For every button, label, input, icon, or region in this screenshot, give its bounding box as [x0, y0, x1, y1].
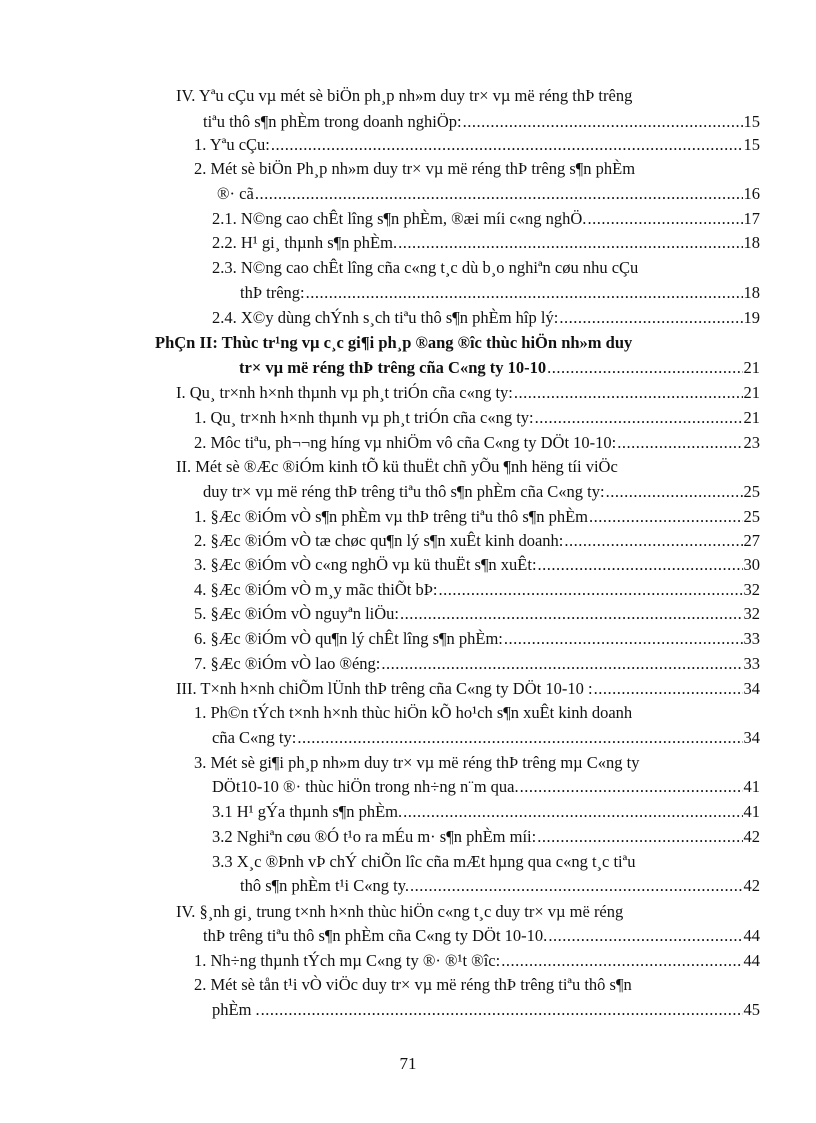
toc-page-number: 45 [743, 1000, 760, 1019]
dot-leader [255, 182, 743, 206]
toc-entry-text: 3. Mét sè gi¶i ph¸p nh»m duy tr× vµ më réng thÞ trêng mµ C«ng ty [194, 753, 640, 772]
toc-entry-text: II. Mét sè ®Æc ®iÓm kinh tÕ kü thuËt chñ yÕu ¶nh hëng tíi viÖc [176, 457, 618, 476]
dot-leader [538, 553, 743, 577]
dot-leader [587, 207, 742, 231]
toc-page-number: 44 [743, 926, 760, 945]
toc-entry-text: 5. §Æc ®iÓm vÒ nguyªn liÖu: [194, 604, 400, 623]
toc-line [217, 182, 760, 206]
toc-line [212, 800, 760, 824]
toc-page-number: 32 [743, 580, 760, 599]
toc-entry-text: 6. §Æc ®iÓm vÒ qu¶n lý chÊt lîng s¶n phÈm: [194, 629, 503, 648]
toc-entry-text: 2. Môc tiªu, ph¬¬ng híng vµ nhiÖm vô cña C«ng ty DÖt 10-10: [194, 433, 617, 452]
toc-line [194, 529, 760, 553]
toc-entry-text: 2.1. N©ng cao chÊt lîng s¶n phÈm, ®æi míi c«ng nghÖ. [212, 209, 587, 228]
toc-entry-text: 2.3. N©ng cao chÊt lîng cña c«ng t¸c dù b¸o nghiªn cøu nhu cÇu [212, 258, 639, 277]
dot-leader [537, 825, 742, 849]
toc-page-number: 44 [743, 951, 760, 970]
toc-page-number: 41 [743, 802, 760, 821]
page-number: 71 [399, 1054, 417, 1073]
dot-leader [398, 231, 742, 255]
toc-line [194, 751, 760, 775]
toc-entry-text: 3.3 X¸c ®Þnh vÞ chÝ chiÕn lîc cña mÆt hµng qua c«ng t¸c tiªu [212, 852, 636, 871]
dot-leader [504, 627, 743, 651]
toc-line [212, 231, 760, 255]
toc-page-number: 19 [743, 308, 760, 327]
toc-line [240, 281, 760, 305]
toc-page-number: 21 [743, 408, 760, 427]
dot-leader [520, 775, 743, 799]
toc-entry-text: DÖt10-10 ®· thùc hiÖn trong nh÷ng n¨m qua. [212, 777, 519, 796]
toc-page-number: 32 [743, 604, 760, 623]
toc-line [203, 924, 760, 948]
toc-entry-text: thô s¶n phÈm t¹i C«ng ty. [240, 876, 410, 895]
toc-line [212, 850, 760, 874]
toc-page-number: 21 [743, 383, 760, 402]
toc-line [176, 900, 760, 924]
toc-page-number: 15 [743, 135, 760, 154]
toc-page-number: 25 [743, 482, 760, 501]
dot-leader [306, 281, 743, 305]
toc-entry-text: 7. §Æc ®iÓm vÒ lao ®éng: [194, 654, 381, 673]
dot-leader [297, 726, 742, 750]
toc-page-number: 30 [743, 555, 760, 574]
toc-entry-text: 4. §Æc ®iÓm vÒ m¸y mãc thiÕt bÞ: [194, 580, 438, 599]
toc-line [155, 331, 760, 355]
dot-leader [271, 133, 743, 157]
dot-leader [501, 949, 742, 973]
toc-line [176, 455, 760, 479]
toc-line [194, 652, 760, 676]
toc-page-number: 23 [743, 433, 760, 452]
toc-entry-text: 1. §Æc ®iÓm vÒ s¶n phÈm vµ thÞ trêng tiªu thô s¶n phÈm [194, 507, 589, 526]
dot-leader [535, 406, 743, 430]
dot-leader [381, 652, 742, 676]
toc-entry-text: 1. Yªu cÇu: [194, 135, 270, 154]
dot-leader [403, 800, 742, 824]
toc-line [194, 431, 760, 455]
dot-leader [261, 998, 743, 1022]
toc-entry-text: thÞ trêng tiªu thô s¶n phÈm cña C«ng ty DÖt 10-10. [203, 926, 548, 945]
toc-page-number: 27 [743, 531, 760, 550]
toc-line [176, 84, 760, 108]
dot-leader [463, 110, 743, 134]
toc-entry-text: thÞ trêng: [240, 283, 305, 302]
toc-entry-text: 3.1 H¹ gÝa thµnh s¶n phÈm. [212, 802, 403, 821]
toc-page-number: 34 [743, 679, 760, 698]
toc-page-number: 18 [743, 233, 760, 252]
toc-line [194, 406, 760, 430]
toc-entry-text: 2.4. X©y dùng chÝnh s¸ch tiªu thô s¶n phÈm hîp lý: [212, 308, 559, 327]
dot-leader [617, 431, 742, 455]
toc-entry-text: IV. §¸nh gi¸ trung t×nh h×nh thùc hiÖn c«ng t¸c duy tr× vµ më réng [176, 902, 624, 921]
toc-page-number: 16 [743, 184, 760, 203]
dot-leader [514, 381, 743, 405]
toc-entry-text: 2.2. H¹ gi¸ thµnh s¶n phÈm. [212, 233, 398, 252]
dot-leader [410, 874, 742, 898]
toc-page-number: 25 [743, 507, 760, 526]
dot-leader [594, 677, 743, 701]
toc-entry-text: 1. Ph©n tÝch t×nh h×nh thùc hiÖn kÕ ho¹ch s¶n xuÊt kinh doanh [194, 703, 633, 722]
toc-page-number: 17 [743, 209, 760, 228]
dot-leader [589, 505, 742, 529]
toc-entry-text: tr× vµ më réng thÞ trêng cña C«ng ty 10-10 [239, 358, 547, 377]
dot-leader [439, 578, 743, 602]
dot-leader [548, 924, 742, 948]
toc-line [194, 949, 760, 973]
toc-line [212, 775, 760, 799]
toc-page-number: 34 [743, 728, 760, 747]
toc-entry-text: IV. Yªu cÇu vµ mét sè biÖn ph¸p nh»m duy tr× vµ më réng thÞ trêng [176, 86, 633, 105]
toc-entry-text: phÈm . [212, 1000, 260, 1019]
toc-line [239, 356, 760, 380]
toc-entry-text: duy tr× vµ më réng thÞ trêng tiªu thô s¶n phÈm cña C«ng ty: [203, 482, 605, 501]
toc-line [212, 825, 760, 849]
toc-line [194, 133, 760, 157]
toc-line [240, 874, 760, 898]
toc-entry-text: 3.2 Nghiªn cøu ®Ó t¹o ra mÉu m· s¶n phÈm míi: [212, 827, 537, 846]
toc-entry-text: III. T×nh h×nh chiÕm lÜnh thÞ trêng cña C«ng ty DÖt 10-10 : [176, 679, 593, 698]
dot-leader [606, 480, 743, 504]
toc-page-number: 21 [743, 358, 760, 377]
toc-page-number: 33 [743, 654, 760, 673]
toc-line [212, 207, 760, 231]
toc-line [194, 505, 760, 529]
toc-entry-text: 2. §Æc ®iÓm vÒ tæ chøc qu¶n lý s¶n xuÊt kinh doanh: [194, 531, 564, 550]
toc-line [203, 110, 760, 134]
toc-page-number: 15 [743, 112, 760, 131]
toc-line [194, 578, 760, 602]
toc-entry-text: tiªu thô s¶n phÈm trong doanh nghiÖp: [203, 112, 462, 131]
toc-entry-text: cña C«ng ty: [212, 728, 297, 747]
toc-line [212, 256, 760, 280]
toc-line [176, 677, 760, 701]
dot-leader [400, 602, 742, 626]
toc-entry-text: I. Qu¸ tr×nh h×nh thµnh vµ ph¸t triÓn cña c«ng ty: [176, 383, 513, 402]
toc-line [194, 157, 760, 181]
dot-leader [547, 356, 742, 380]
toc-page-number: 41 [743, 777, 760, 796]
toc-line [194, 701, 760, 725]
toc-entry-text: PhÇn II: Thùc tr¹ng vµ c¸c gi¶i ph¸p ®ang ®îc thùc hiÖn nh»m duy [155, 333, 633, 352]
toc-line [194, 602, 760, 626]
toc-line [203, 480, 760, 504]
toc-page-number: 33 [743, 629, 760, 648]
toc-line [194, 627, 760, 651]
toc-page-number: 18 [743, 283, 760, 302]
toc-line [212, 726, 760, 750]
toc-entry-text: 2. Mét sè biÖn Ph¸p nh»m duy tr× vµ më réng thÞ trêng s¶n phÈm [194, 159, 636, 178]
toc-line [194, 973, 760, 997]
toc-page-number: 42 [743, 876, 760, 895]
toc-entry-text: ®· cã [217, 184, 254, 203]
toc-entry-text: 2. Mét sè tån t¹i vÒ viÖc duy tr× vµ më réng thÞ trêng tiªu thô s¶n [194, 975, 632, 994]
toc-page-number: 42 [743, 827, 760, 846]
toc-entry-text: 1. Nh÷ng thµnh tÝch mµ C«ng ty ®· ®¹t ®îc: [194, 951, 501, 970]
dot-leader [564, 529, 742, 553]
toc-line [194, 553, 760, 577]
dot-leader [559, 306, 742, 330]
toc-line [176, 381, 760, 405]
toc-entry-text: 3. §Æc ®iÓm vÒ c«ng nghÖ vµ kü thuËt s¶n xuÊt: [194, 555, 537, 574]
toc-line [212, 306, 760, 330]
toc-entry-text: 1. Qu¸ tr×nh h×nh thµnh vµ ph¸t triÓn cña c«ng ty: [194, 408, 534, 427]
toc-line [212, 998, 760, 1022]
